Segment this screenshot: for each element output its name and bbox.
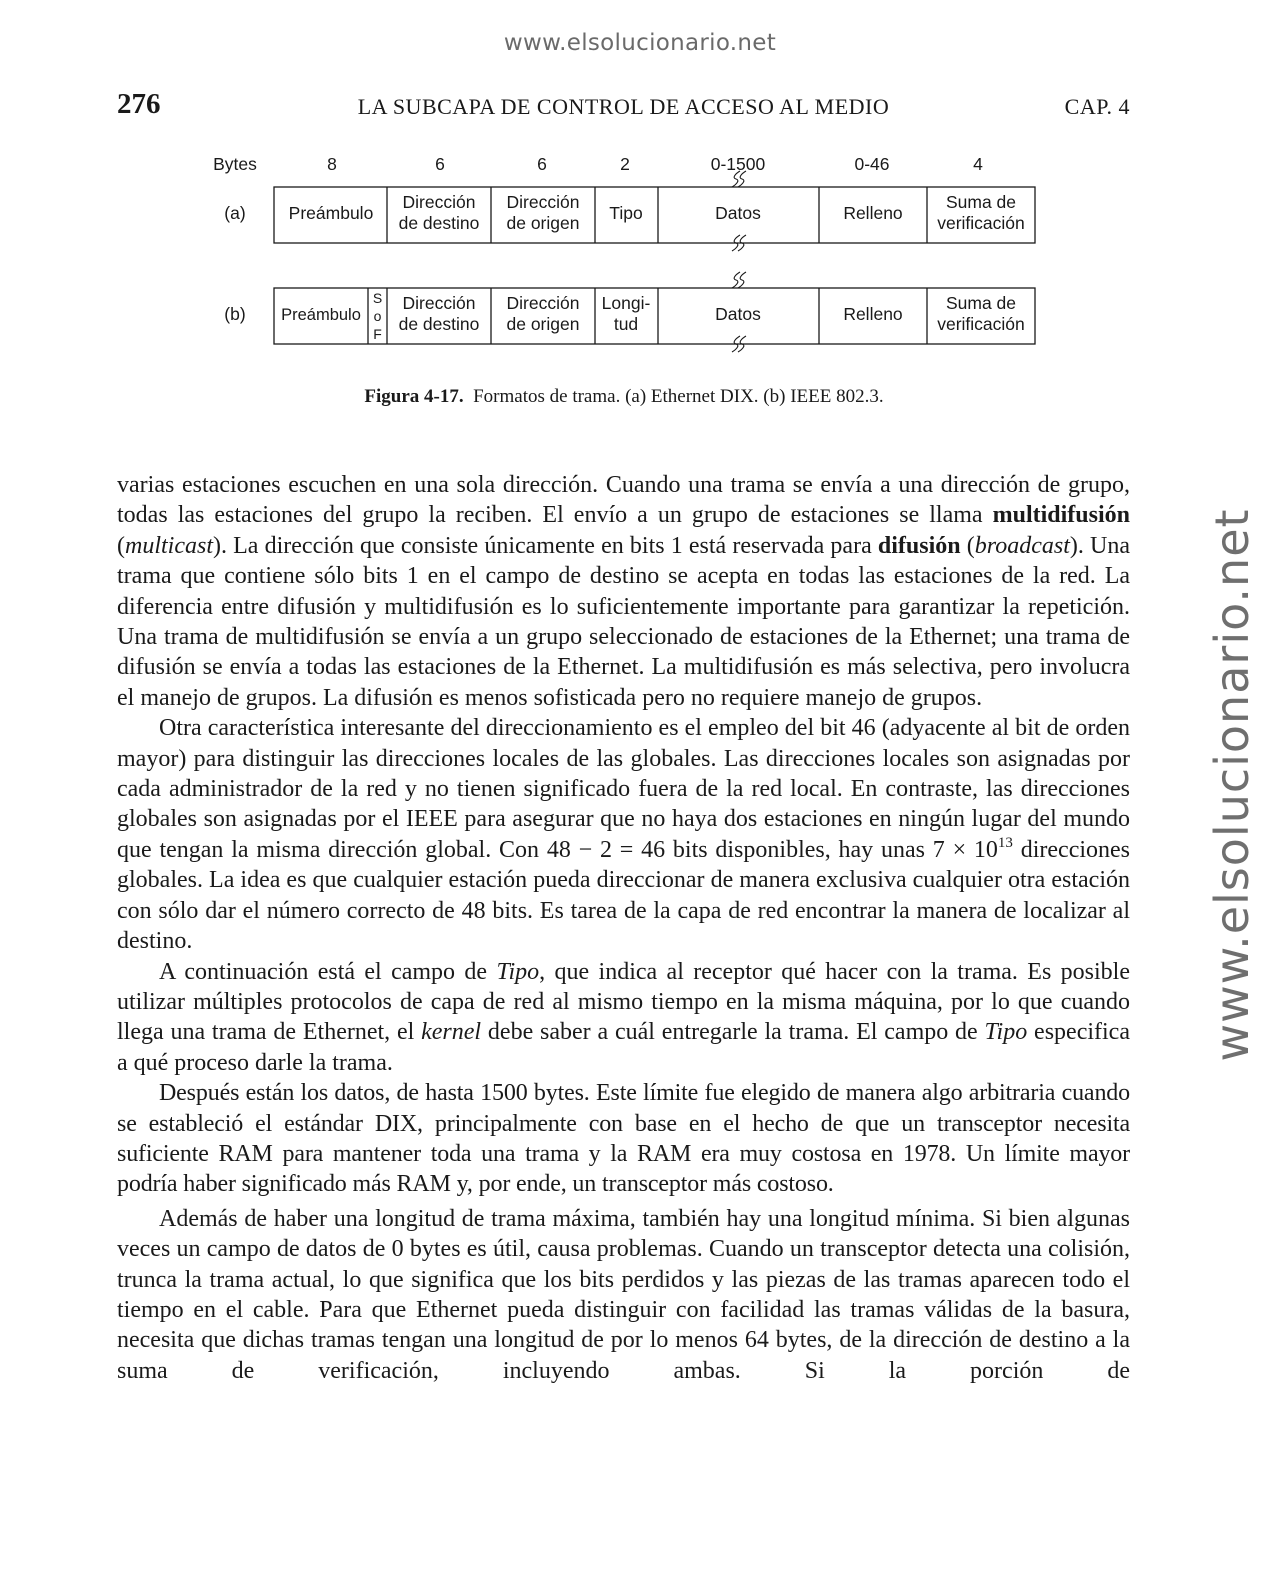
row-a-preamble: Preámbulo	[288, 203, 374, 223]
byte-count-checksum: 4	[973, 154, 983, 174]
p2-text-2: direcciones globales. La idea es que cualquier estación pueda direccionar de manera exclusiva cualquier otra estación con sólo dar el número correcto de 48 bits. Es tarea de la capa de red encontrar la manera de localizar al destino.	[117, 836, 1131, 955]
figure-caption-text: Formatos de trama. (a) Ethernet DIX. (b) IEEE 802.3.	[473, 386, 884, 407]
row-a-dest-line1: Dirección	[402, 192, 476, 212]
byte-count-dest: 6	[435, 154, 445, 174]
body-text	[117, 470, 1130, 1386]
term-multicast: multicast	[125, 532, 213, 559]
p2-exponent: 13	[997, 834, 1013, 851]
row-b-outline	[274, 288, 1035, 344]
row-a-data: Datos	[715, 203, 761, 223]
paragraph-1	[117, 470, 1130, 713]
row-a-label: (a)	[224, 203, 246, 223]
term-difusion: difusión	[877, 532, 961, 559]
row-b-preamble: Preámbulo	[281, 306, 361, 324]
row-b-sof-f: F	[373, 326, 382, 342]
row-b-length-line2: tud	[613, 314, 639, 334]
byte-count-src: 6	[537, 154, 547, 174]
paragraph-4: Después están los datos, de hasta 1500 bytes. Este límite fue elegido de manera algo arbitraria cuando se estableció el estándar DIX, principalmente con base en el hecho de que un transceptor necesita suficiente RAM para mantener toda una trama y la RAM era muy costosa en 1978. Un límite mayor podría haber significado más RAM y, por ende, un transceptor más costoso.	[117, 1080, 1130, 1198]
term-tipo-2: Tipo	[984, 1019, 1028, 1046]
p2-text-1: Otra característica interesante del direccionamiento es el empleo del bit 46 (adyacente al bit de orden mayor) para distinguir las direcciones locales de las globales. Las direcciones locales son asignadas por cada administrador de la red y no tienen significado fuera de la red local. En contraste, las direcciones globales son asignadas por el IEEE para asegurar que no haya dos estaciones en ningún lugar del mundo que tengan la misma dirección global. Con 48 − 2 = 46 bits disponibles, hay unas 7 × 10	[117, 715, 1130, 863]
watermark-side: www.elsolucionario.net	[1205, 508, 1259, 1062]
bytes-label: Bytes	[213, 154, 257, 174]
p1-text-4: (	[960, 532, 975, 559]
p3-text-2: , que indica al receptor qué hacer con la trama. Es posible utilizar múltiples protocolos de capa de red al mismo tiempo en la misma máquina, por lo que cuando llega una trama de Ethernet, el	[117, 958, 1130, 1046]
row-a-type: Tipo	[609, 203, 643, 223]
byte-count-pad: 0-46	[854, 154, 890, 174]
row-b-checksum-line1: Suma de	[945, 293, 1017, 313]
watermark-top: www.elsolucionario.net	[503, 30, 777, 56]
frame-format-diagram	[205, 145, 1055, 365]
row-a-src-line2: de origen	[506, 213, 580, 233]
running-head	[117, 90, 1130, 124]
chapter-label: CAP. 4	[1064, 94, 1130, 119]
row-b-label: (b)	[224, 304, 246, 324]
p3-text-4: especifica a qué proceso darle la trama.	[117, 1019, 1130, 1076]
paragraph-3	[117, 957, 1130, 1079]
term-multidifusion: multidifusión	[992, 502, 1130, 529]
row-b-data: Datos	[715, 304, 761, 324]
byte-count-type: 2	[620, 154, 630, 174]
row-b-src-line1: Dirección	[506, 293, 580, 313]
row-a-checksum-line2: verificación	[937, 213, 1025, 233]
p3-text-1: A continuación está el campo de	[159, 958, 497, 985]
p1-text-5: ). Una trama que contiene sólo bits 1 en el campo de destino se acepta en todas las estaciones de la red. La diferencia entre difusión y multidifusión es lo suficientemente importante para garantizar la repetición. Una trama de multidifusión se envía a un grupo seleccionado de estaciones de la Ethernet; una trama de difusión se envía a todas las estaciones de la Ethernet. La multidifusión es más selectiva, pero involucra el manejo de grupos. La difusión es menos sofisticada pero no requiere manejo de grupos.	[117, 532, 1131, 711]
page-number: 276	[117, 88, 161, 120]
row-b-frame	[274, 288, 1035, 344]
paragraph-5: Además de haber una longitud de trama máxima, también hay una longitud mínima. Si bien algunas veces un campo de datos de 0 bytes es útil, causa problemas. Cuando un transceptor detecta una colisión, trunca la trama actual, lo que significa que los bits perdidos y las piezas de las tramas aparecen todo el tiempo en el cable. Para que Ethernet pueda distinguir con facilidad las tramas válidas de la basura, necesita que dichas tramas tengan una longitud de por lo menos 64 bytes, de la dirección de destino a la suma de verificación, incluyendo ambas. Si la porción de	[117, 1205, 1130, 1384]
row-a-outline	[274, 187, 1035, 243]
row-b-length-line1: Longi-	[601, 293, 651, 313]
byte-count-data: 0-1500	[710, 154, 766, 174]
p1-text-3: ). La dirección que consiste únicamente en bits 1 está reservada para	[213, 532, 878, 559]
p3-text-3: debe saber a cuál entregarle la trama. El campo de	[481, 1019, 985, 1046]
row-b-dest-line1: Dirección	[402, 293, 476, 313]
figure-caption	[0, 386, 1248, 408]
p1-text-1: varias estaciones escuchen en una sola dirección. Cuando una trama se envía a una dirección de grupo, todas las estaciones del grupo la reciben. El envío a un grupo de estaciones se llama	[117, 472, 1130, 529]
row-b-src-line2: de origen	[506, 314, 580, 334]
p1-text-2: (	[117, 532, 125, 559]
term-broadcast: broadcast	[974, 532, 1070, 559]
row-b-sof-o: o	[373, 308, 382, 324]
frame-format-svg	[205, 145, 1055, 365]
row-a-dest-line2: de destino	[398, 213, 480, 233]
row-b-dest-line2: de destino	[398, 314, 480, 334]
row-b-pad: Relleno	[843, 304, 903, 324]
row-b-sof-s: S	[372, 290, 383, 306]
term-tipo-1: Tipo	[496, 958, 540, 985]
row-a-frame	[274, 187, 1035, 243]
row-a-pad: Relleno	[843, 203, 903, 223]
figure-caption-label: Figura 4-17.	[364, 386, 464, 407]
row-a-src-line1: Dirección	[506, 192, 580, 212]
row-b-checksum-line2: verificación	[937, 314, 1025, 334]
paragraph-2	[117, 713, 1130, 956]
term-kernel: kernel	[421, 1019, 482, 1046]
row-a-checksum-line1: Suma de	[945, 192, 1017, 212]
chapter-title: LA SUBCAPA DE CONTROL DE ACCESO AL MEDIO	[357, 94, 890, 119]
byte-count-preamble: 8	[327, 154, 337, 174]
